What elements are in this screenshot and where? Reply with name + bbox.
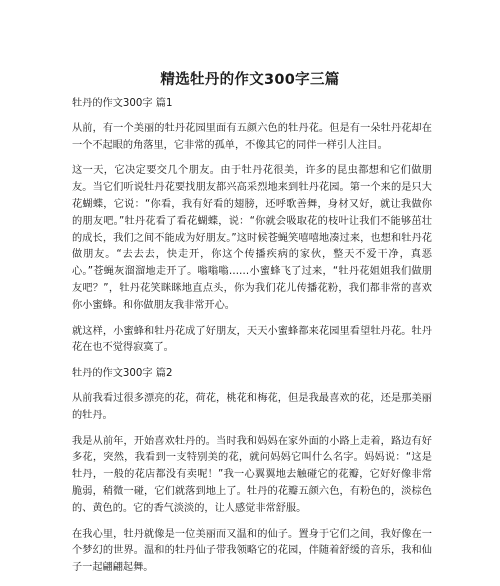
document-body bbox=[72, 96, 432, 586]
section-heading-2: 牡丹的作文300字 篇2 bbox=[72, 368, 173, 380]
paragraph: 从前，有一个美丽的牡丹花园里面有五颜六色的牡丹花。但是有一朵牡丹花却在一个不起眼的角落里，它非常的孤单，不像其它的同伴一样引人注目。 bbox=[72, 122, 432, 151]
paragraph: 从前我看过很多漂亮的花，荷花，桃花和梅花，但是我最喜欢的花，还是那美丽的牡丹。 bbox=[72, 392, 432, 421]
document-title: 精选牡丹的作文300字三篇 bbox=[160, 72, 340, 88]
paragraph: 就这样，小蜜蜂和牡丹花成了好朋友，天天小蜜蜂都来花园里看望牡丹花。牡丹花在也不觉得寂寞了。 bbox=[72, 325, 432, 354]
paragraph: 我是从前年，开始喜欢牡丹的。当时我和妈妈在家外面的小路上走着，路边有好多花，突然，我看到一支特别美的花，就问妈妈它叫什么名字。妈妈说：“这是牡丹，一般的花店都没有卖呢！”我一心翼翼地去触碰它的花瓣，它好好像非常脆弱，稍微一碰，它们就落到地上了。牡丹的花瓣五颜六色，有粉色的，淡棕色的、黄色的。它的香气淡淡的，让人感觉非常舒服。 bbox=[72, 435, 432, 514]
paragraph: 这一天，它决定要交几个朋友。由于牡丹花很美，许多的昆虫都想和它们做朋友。当它们听说牡丹花要找朋友都兴高采烈地来到牡丹花园。第一个来的是只大花蝴蝶，它说：“你看，我有好看的翅膀，还呼歌善舞，身材又好，就让我做你的朋友吧。”牡丹花看了看花蝴蝶，说：“你就会吸取花的枝叶让我们不能够茁壮的成长，我们之间不能成为好朋友。”这时候苍蝇笑嘻嘻地凑过来，也想和牡丹花做朋友。“去去去，快走开，你这个传播疾病的家伙，整天不爱干净，真恶心。”苍蝇灰溜溜地走开了。嗡嗡嗡……小蜜蜂飞了过来，“牡丹花姐姐我们做朋友吧？”，牡丹花笑眯眯地直点头，你为我们花儿传播花粉，我们都非常的喜欢你小蜜蜂。和你做朋友我非常开心。 bbox=[72, 165, 432, 311]
section-heading-1: 牡丹的作文300字 篇1 bbox=[72, 98, 173, 109]
paragraph: 在我心里，牡丹就像是一位美丽而又温和的仙子。置身于它们之间，我好像在一个梦幻的世界。温和的牡丹仙子带我领略它的花园，伴随着舒缓的音乐，我和仙子一起翩翩起舞。 bbox=[72, 528, 432, 574]
